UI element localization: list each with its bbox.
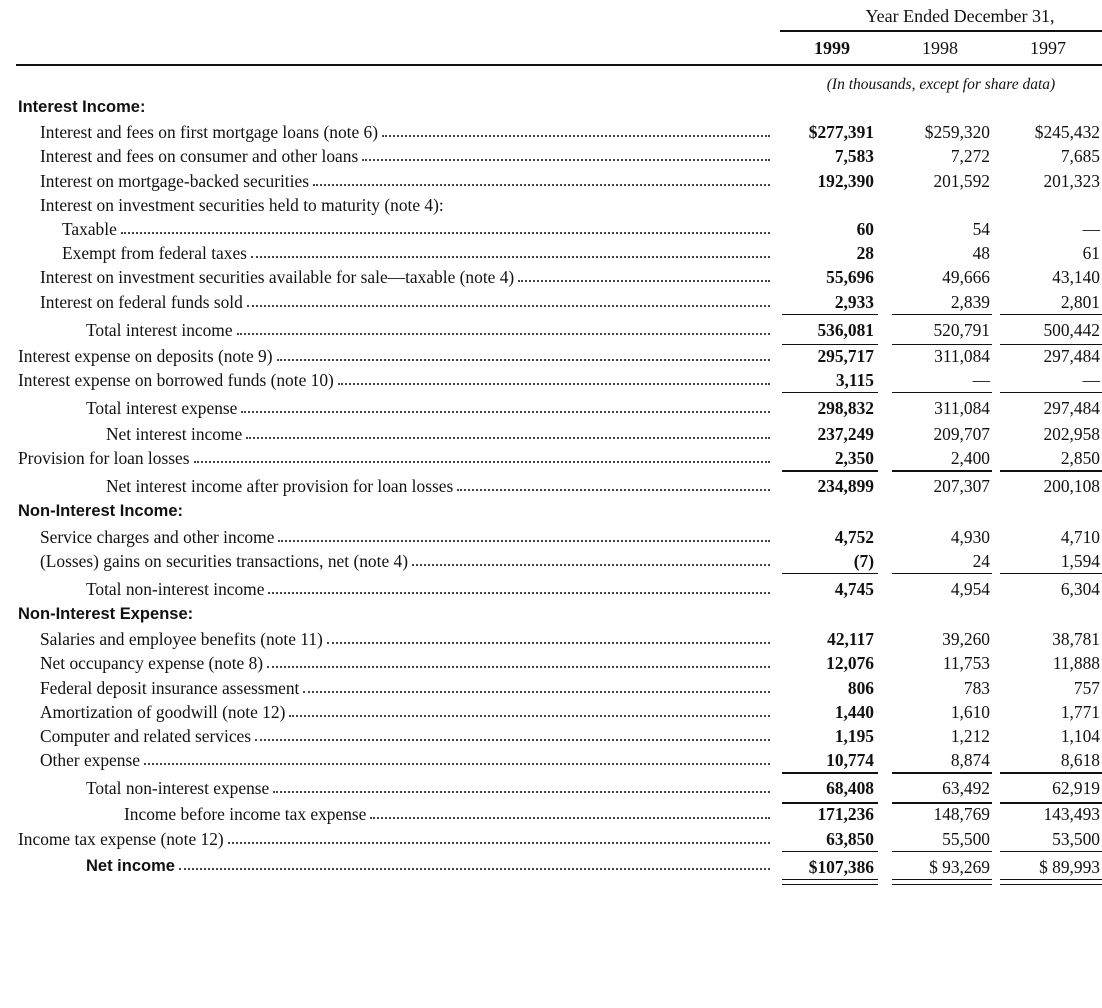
table-row [0, 144, 1102, 168]
value-1999: 298,832 [817, 398, 874, 419]
table-row [0, 525, 1102, 549]
value-1999: 12,076 [826, 653, 874, 674]
value-1997: 6,304 [1060, 579, 1100, 599]
table-row [0, 193, 1102, 217]
value-1998: 39,260 [942, 629, 990, 650]
row-label [106, 424, 772, 445]
row-label [86, 579, 772, 600]
subtotal-rule [782, 772, 878, 773]
table-row [0, 748, 1102, 772]
dot-leader [251, 243, 770, 258]
table-row [0, 651, 1102, 675]
table-row [0, 573, 1102, 603]
dot-leader [303, 678, 770, 693]
value-1999: 28 [856, 243, 874, 264]
value-1997: 8,618 [1060, 750, 1100, 771]
row-label [86, 320, 772, 341]
subtotal-rule [1000, 392, 1102, 393]
subtotal-rule [1000, 772, 1102, 773]
table-row [0, 368, 1102, 392]
table-row [0, 676, 1102, 700]
dot-leader [144, 750, 770, 765]
value-1999: 234,899 [817, 476, 874, 497]
value-1998: 783 [963, 677, 990, 698]
dot-leader [194, 448, 771, 463]
value-1999: 1,195 [834, 725, 874, 746]
dot-leader [246, 424, 770, 439]
subtotal-rule [1000, 470, 1102, 471]
value-1999: 7,583 [834, 146, 874, 167]
row-label-text: Net occupancy expense (note 8) [40, 653, 264, 674]
row-label [18, 98, 772, 117]
row-label [40, 527, 772, 548]
dot-leader [121, 219, 770, 234]
row-label-text: Net interest income after provision for loan losses [106, 476, 454, 497]
value-1997: 757 [1073, 677, 1100, 698]
value-1999: 192,390 [817, 170, 874, 191]
row-label [86, 778, 772, 799]
row-label-text: Total interest income [86, 319, 233, 340]
subtotal-rule [892, 851, 992, 852]
value-1998: 55,500 [942, 828, 990, 849]
value-1997: 297,484 [1043, 398, 1100, 419]
units-note: (In thousands, except for share data) [826, 76, 1056, 93]
value-1997: 11,888 [1052, 653, 1100, 674]
subtotal-rule [1000, 851, 1102, 852]
row-label [18, 605, 772, 624]
dot-leader [370, 804, 770, 819]
value-1999: $107,386 [808, 856, 874, 877]
value-1997: 143,493 [1043, 804, 1100, 825]
row-label [18, 829, 772, 850]
row-label [18, 370, 772, 391]
row-label-text: Income tax expense (note 12) [18, 828, 224, 849]
value-1997: 38,781 [1052, 629, 1100, 650]
dot-leader [278, 527, 770, 542]
dot-leader [268, 579, 770, 594]
table-row [0, 265, 1102, 289]
subtotal-rule [1000, 314, 1102, 315]
table-row [0, 549, 1102, 573]
value-1997: 1,104 [1060, 725, 1100, 746]
value-1997: 43,140 [1052, 267, 1100, 288]
value-1999: 2,933 [834, 291, 874, 312]
value-1997: $ 89,993 [1039, 856, 1100, 877]
year-columns [778, 38, 1102, 62]
value-1997: 297,484 [1043, 345, 1100, 366]
total-double-rule [892, 879, 992, 885]
total-double-rule [782, 879, 878, 885]
row-label [62, 219, 772, 240]
value-1999: 60 [856, 218, 874, 239]
value-1997: 2,850 [1060, 448, 1100, 469]
row-label [86, 857, 772, 876]
row-label [40, 267, 772, 288]
dot-leader [382, 122, 770, 137]
value-1998: 209,707 [933, 424, 990, 445]
row-label [86, 398, 772, 419]
period-underline [780, 30, 1102, 32]
subtotal-rule [782, 470, 878, 471]
row-label-text: Interest expense on borrowed funds (note 10) [18, 369, 334, 390]
row-label [40, 122, 772, 143]
row-label-text: (Losses) gains on securities transactions, net (note 4) [40, 550, 409, 571]
value-1999: 1,440 [834, 701, 874, 722]
value-1997: 201,323 [1043, 170, 1100, 191]
value-1999: 68,408 [826, 778, 874, 799]
row-label-text: Net interest income [106, 424, 243, 445]
row-label [40, 195, 772, 216]
row-label-text: Non-Interest Expense: [18, 605, 194, 623]
year-1998-header: 1998 [922, 38, 958, 58]
value-1999: 536,081 [817, 319, 874, 340]
value-1997: 200,108 [1043, 476, 1100, 497]
subtotal-rule [892, 314, 992, 315]
row-label [124, 804, 772, 825]
value-1998: 201,592 [933, 170, 990, 191]
row-label [40, 653, 772, 674]
row-label [40, 726, 772, 747]
dot-leader [457, 476, 770, 491]
dot-leader [289, 702, 770, 717]
subtotal-rule [1000, 344, 1102, 345]
value-1997: 4,710 [1060, 526, 1100, 547]
dot-leader [228, 829, 770, 844]
value-1999: 3,115 [835, 369, 874, 390]
subtotal-rule [892, 470, 992, 471]
value-1998: 11,753 [942, 653, 990, 674]
value-1998: 1,610 [950, 701, 990, 722]
row-label-text: Exempt from federal taxes [62, 243, 247, 264]
table-row [0, 802, 1102, 826]
value-1997: 1,771 [1060, 701, 1100, 722]
row-label [106, 476, 772, 497]
table-row [0, 392, 1102, 422]
table-row [0, 446, 1102, 470]
row-label [40, 146, 772, 167]
subtotal-rule [892, 392, 992, 393]
row-label-text: Salaries and employee benefits (note 11) [40, 629, 323, 650]
value-1999: 171,236 [817, 804, 874, 825]
value-1997: 53,500 [1052, 828, 1100, 849]
row-label-text: Federal deposit insurance assessment [40, 677, 300, 698]
value-1998: 24 [972, 550, 990, 571]
row-label [40, 629, 772, 650]
dot-leader [179, 857, 770, 870]
section-heading [0, 96, 1102, 120]
value-1999: 42,117 [827, 629, 874, 650]
value-1997: 500,442 [1043, 319, 1100, 340]
subtotal-rule [782, 314, 878, 315]
value-1998: — [972, 369, 990, 390]
row-label [40, 171, 772, 192]
row-label-text: Interest on investment securities available for sale—taxable (note 4) [40, 267, 515, 288]
row-label-text: Total non-interest expense [86, 778, 270, 799]
value-1999: 806 [847, 677, 874, 698]
statement-rows [0, 96, 1102, 881]
subtotal-rule [1000, 802, 1102, 803]
value-1997: 7,685 [1060, 146, 1100, 167]
row-label-text: Net income [86, 856, 175, 875]
value-1998: 49,666 [942, 267, 990, 288]
value-1997: — [1082, 218, 1100, 239]
row-label-text: Interest Income: [18, 98, 146, 116]
row-label [40, 292, 772, 313]
section-heading [0, 500, 1102, 524]
table-row [0, 344, 1102, 368]
value-1999: 295,717 [817, 345, 874, 366]
value-1999: $277,391 [808, 122, 874, 143]
value-1997: $245,432 [1034, 122, 1100, 143]
subtotal-rule [782, 802, 878, 803]
dot-leader [338, 370, 770, 385]
row-label [40, 551, 772, 572]
table-row [0, 700, 1102, 724]
table-row [0, 827, 1102, 851]
row-label [40, 702, 772, 723]
row-label [18, 502, 772, 521]
value-1998: 7,272 [950, 146, 990, 167]
value-1998: 8,874 [950, 750, 990, 771]
value-1998: 148,769 [933, 804, 990, 825]
value-1997: 62,919 [1052, 778, 1100, 799]
value-1997: — [1082, 369, 1100, 390]
subtotal-rule [782, 392, 878, 393]
row-label-text: Interest on mortgage-backed securities [40, 170, 309, 191]
row-label-text: Non-Interest Income: [18, 502, 184, 521]
dot-leader [267, 653, 770, 668]
subtotal-rule [782, 344, 878, 345]
table-row [0, 470, 1102, 500]
section-heading [0, 851, 1102, 881]
table-row [0, 169, 1102, 193]
subtotal-rule [892, 344, 992, 345]
value-1997: 2,801 [1060, 291, 1100, 312]
value-1997: 1,594 [1060, 550, 1100, 571]
row-label [40, 678, 772, 699]
value-1998: 311,084 [934, 345, 990, 366]
dot-leader [518, 267, 770, 282]
value-1999: 4,745 [834, 579, 874, 599]
dot-leader [255, 726, 770, 741]
total-double-rule [1000, 879, 1102, 885]
value-1998: 207,307 [933, 476, 990, 497]
dot-leader [273, 778, 770, 793]
value-1999: (7) [853, 550, 874, 571]
row-label-text: Service charges and other income [40, 526, 275, 547]
row-label-text: Interest on investment securities held to maturity (note 4): [40, 194, 444, 215]
subtotal-rule [782, 573, 878, 574]
subtotal-rule [782, 851, 878, 852]
value-1998: 2,400 [950, 448, 990, 469]
table-row [0, 290, 1102, 314]
row-label-text: Amortization of goodwill (note 12) [40, 701, 286, 722]
row-label-text: Interest on federal funds sold [40, 291, 243, 312]
dot-leader [241, 398, 770, 413]
period-header: Year Ended December 31, [865, 6, 1055, 26]
dot-leader [313, 171, 770, 186]
dot-leader [237, 320, 770, 335]
value-1999: 2,350 [834, 448, 874, 469]
table-row [0, 772, 1102, 802]
row-label-text: Interest and fees on consumer and other loans [40, 146, 359, 167]
table-row [0, 217, 1102, 241]
dot-leader [362, 146, 770, 161]
value-1998: 63,492 [942, 778, 990, 799]
row-label-text: Total interest expense [86, 398, 238, 419]
value-1998: $259,320 [924, 122, 990, 143]
value-1998: 4,930 [950, 526, 990, 547]
value-1997: 61 [1082, 243, 1100, 264]
value-1997: 202,958 [1043, 424, 1100, 445]
row-label [18, 346, 772, 367]
value-1998: 48 [972, 243, 990, 264]
dot-leader [412, 551, 770, 566]
value-1999: 237,249 [817, 424, 874, 445]
value-1998: 54 [972, 218, 990, 239]
table-row [0, 314, 1102, 344]
value-1998: 520,791 [933, 319, 990, 340]
table-row [0, 241, 1102, 265]
value-1998: 311,084 [934, 398, 990, 419]
table-row [0, 627, 1102, 651]
row-label-text: Income before income tax expense [124, 804, 367, 825]
dot-leader [277, 346, 770, 361]
subtotal-rule [892, 802, 992, 803]
table-row [0, 120, 1102, 144]
row-label [18, 448, 772, 469]
row-label [62, 243, 772, 264]
dot-leader [327, 629, 770, 644]
value-1998: 2,839 [950, 291, 990, 312]
subtotal-rule [892, 573, 992, 574]
value-1999: 63,850 [826, 828, 874, 849]
value-1998: 4,954 [950, 579, 990, 599]
header-rule [16, 64, 1102, 66]
value-1998: 1,212 [950, 725, 990, 746]
table-row [0, 724, 1102, 748]
year-1999-header: 1999 [814, 38, 850, 58]
value-1999: 10,774 [826, 750, 874, 771]
value-1998: $ 93,269 [929, 856, 990, 877]
subtotal-rule [1000, 573, 1102, 574]
value-1999: 4,752 [834, 526, 874, 547]
subtotal-rule [892, 772, 992, 773]
row-label [40, 750, 772, 771]
row-label-text: Interest and fees on first mortgage loans (note 6) [40, 122, 379, 143]
value-1999: 55,696 [826, 267, 874, 288]
row-label-text: Computer and related services [40, 725, 252, 746]
row-label-text: Total non-interest income [86, 579, 265, 599]
row-label-text: Interest expense on deposits (note 9) [18, 345, 273, 366]
section-heading [0, 603, 1102, 627]
table-row [0, 422, 1102, 446]
dot-leader [247, 292, 770, 307]
row-label-text: Taxable [62, 218, 117, 239]
year-1997-header: 1997 [1030, 38, 1066, 58]
row-label-text: Other expense [40, 750, 140, 771]
row-label-text: Provision for loan losses [18, 448, 190, 469]
